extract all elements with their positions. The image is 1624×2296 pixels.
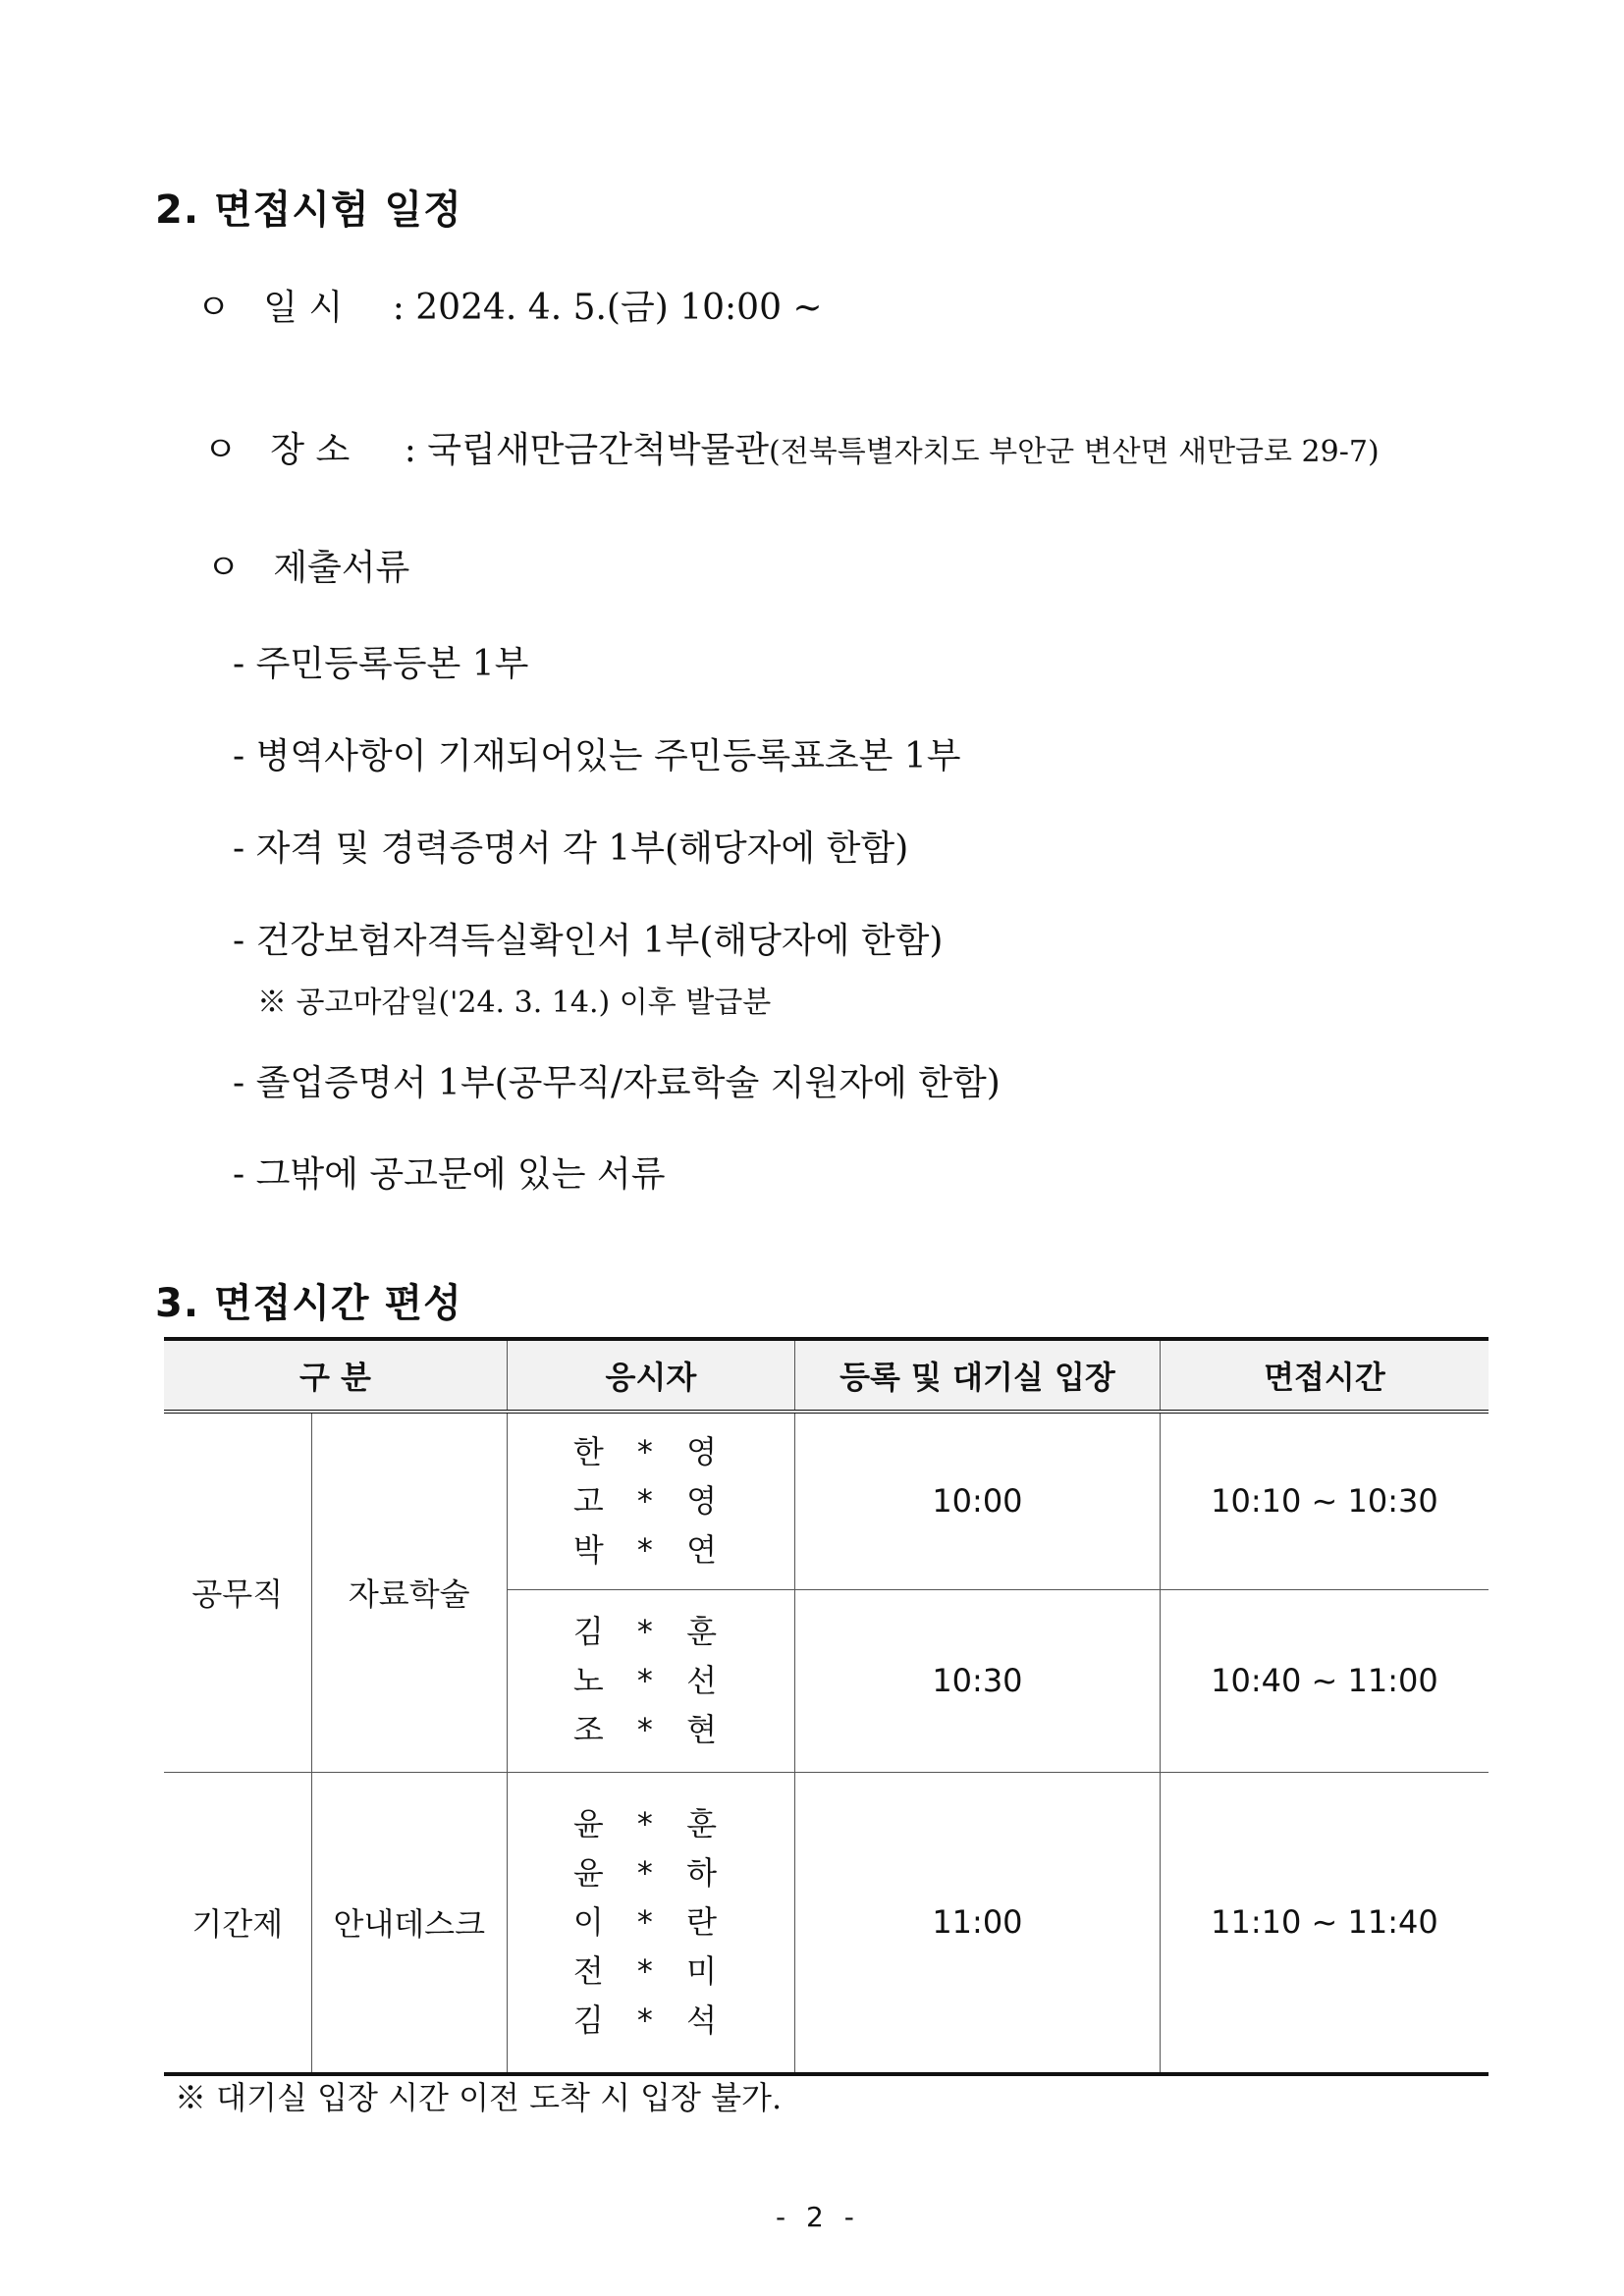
document-item: - 졸업증명서 1부(공무직/자료학술 지원자에 한함) bbox=[233, 1063, 1001, 1103]
document-note: ※ 공고마감일('24. 3. 14.) 이후 발급분 bbox=[257, 986, 772, 1020]
subcategory-cell: 안내데스크 bbox=[311, 1772, 507, 2074]
datetime-row bbox=[196, 280, 823, 330]
place-sep: : bbox=[404, 430, 416, 470]
table-footnote: ※ 대기실 입장 시간 이전 도착 시 입장 불가. bbox=[175, 2079, 783, 2116]
document-item: - 자격 및 경력증명서 각 1부(해당자에 한함) bbox=[233, 828, 909, 869]
category-cell: 공무직 bbox=[164, 1412, 311, 1772]
header-entry: 등록 및 대기실 입장 bbox=[794, 1339, 1160, 1412]
table-header-row bbox=[164, 1339, 1489, 1412]
datetime-label: 일 시 bbox=[263, 288, 344, 328]
section-2-heading: 2. 면접시험 일정 bbox=[155, 187, 462, 233]
interview-time-cell: 10:40 ~ 11:00 bbox=[1160, 1589, 1489, 1772]
entry-time-cell: 11:00 bbox=[794, 1772, 1160, 2074]
entry-time-cell: 10:30 bbox=[794, 1589, 1160, 1772]
applicant-name: 고 * 영 bbox=[572, 1482, 730, 1521]
interview-schedule-table bbox=[164, 1337, 1489, 2076]
applicants-cell bbox=[507, 1412, 794, 1589]
section-3-heading: 3. 면접시간 편성 bbox=[155, 1281, 462, 1326]
applicant-name: 박 * 연 bbox=[572, 1531, 730, 1570]
datetime-sep: : bbox=[392, 288, 405, 328]
header-applicants: 응시자 bbox=[507, 1339, 794, 1412]
bullet: ㅇ bbox=[196, 288, 231, 328]
header-category: 구 분 bbox=[164, 1339, 507, 1412]
place-row bbox=[203, 422, 1380, 472]
applicant-name: 김 * 훈 bbox=[572, 1613, 730, 1650]
applicant-name: 윤 * 훈 bbox=[572, 1805, 730, 1843]
subcategory-cell: 자료학술 bbox=[311, 1412, 507, 1772]
entry-time-cell: 10:00 bbox=[794, 1412, 1160, 1589]
document-item: - 주민등록등본 1부 bbox=[233, 644, 529, 684]
document-item: - 병역사항이 기재되어있는 주민등록표초본 1부 bbox=[233, 736, 961, 776]
table-row bbox=[164, 1772, 1489, 2074]
documents-title-row bbox=[206, 540, 409, 590]
applicant-name: 김 * 석 bbox=[572, 2002, 730, 2040]
documents-title: 제출서류 bbox=[273, 548, 410, 588]
place-detail: (전북특별자치도 부안군 변산면 새만금로 29-7) bbox=[769, 435, 1380, 469]
applicants-cell bbox=[507, 1772, 794, 2074]
interview-time-cell: 11:10 ~ 11:40 bbox=[1160, 1772, 1489, 2074]
page-number: - 2 - bbox=[776, 2201, 860, 2233]
bullet: ㅇ bbox=[203, 430, 238, 470]
applicant-name: 한 * 영 bbox=[572, 1433, 730, 1471]
category-cell: 기간제 bbox=[164, 1772, 311, 2074]
applicant-name: 윤 * 하 bbox=[572, 1854, 730, 1893]
document-item: - 건강보험자격득실확인서 1부(해당자에 한함) bbox=[233, 921, 944, 961]
applicant-name: 조 * 현 bbox=[572, 1711, 730, 1748]
datetime-value: 2024. 4. 5.(금) 10:00 ~ bbox=[415, 288, 823, 328]
applicant-name: 노 * 선 bbox=[572, 1662, 730, 1699]
applicant-name: 이 * 란 bbox=[572, 1903, 730, 1942]
table-row bbox=[164, 1412, 1489, 1589]
applicants-cell bbox=[507, 1589, 794, 1772]
bullet: ㅇ bbox=[206, 548, 241, 588]
header-interview-time: 면접시간 bbox=[1160, 1339, 1489, 1412]
applicant-name: 전 * 미 bbox=[572, 1952, 730, 1991]
document-item: - 그밖에 공고문에 있는 서류 bbox=[233, 1154, 666, 1195]
interview-time-cell: 10:10 ~ 10:30 bbox=[1160, 1412, 1489, 1589]
place-label: 장 소 bbox=[270, 430, 351, 470]
place-value: 국립새만금간척박물관 bbox=[427, 430, 770, 470]
